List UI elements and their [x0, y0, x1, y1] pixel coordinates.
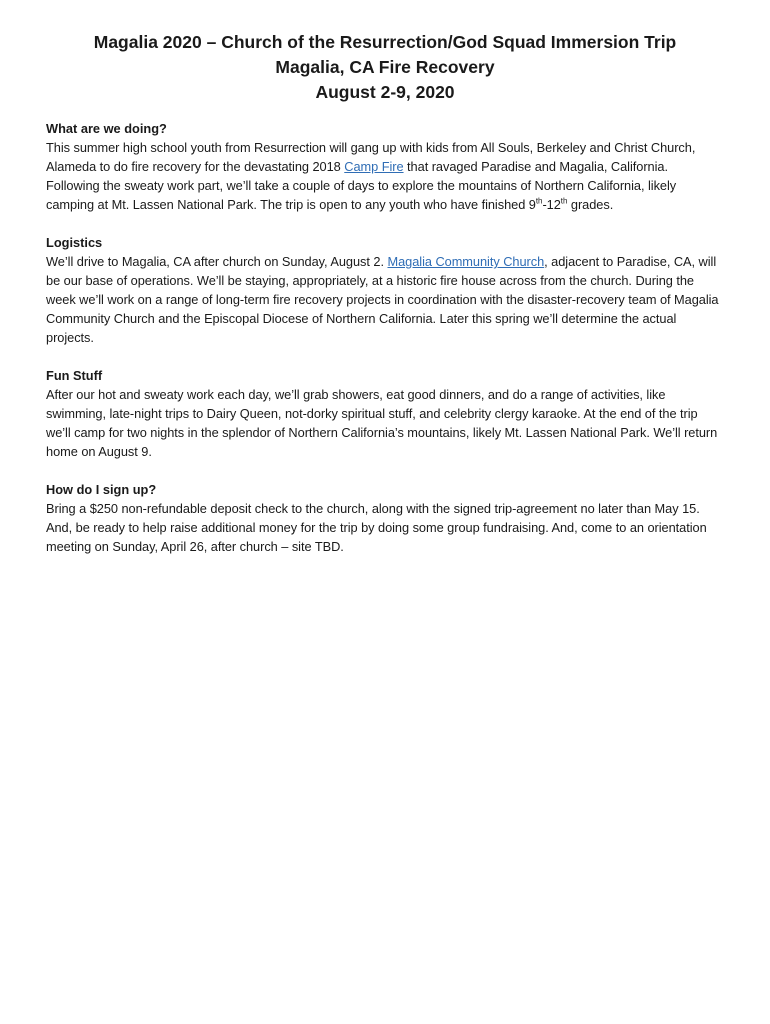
title-line-2: Magalia, CA Fire Recovery [275, 57, 495, 77]
document-title [46, 30, 724, 105]
section-heading-what: What are we doing? [46, 121, 167, 136]
section-body-fun: After our hot and sweaty work each day, we’ll grab showers, eat good dinners, and do a range of activities, like swimming, late-night trips to Dairy Queen, not-dorky spiritual stuff, and celebrity clergy karaoke. At the end of the trip we’ll camp for two nights in the splendor of Northern California’s mountains, likely Mt. Lassen National Park. We’ll return home on August 9. [46, 387, 718, 459]
text-logistics-b: , adjacent to Paradise, CA, will be our base of operations. We’ll be staying, appropriately, at a historic fire house across from the church. During the week we’ll work on a range of long-term fire recovery projects in coordination with the disaster-recovery team of Magalia Community Church and the Episcopal Diocese of Northern California. Later this spring we’ll determine the actual projects. [46, 254, 719, 345]
section-body-what [46, 138, 724, 214]
section-heading-fun: Fun Stuff [46, 368, 103, 383]
text-what-a: This summer high school youth from Resurrection will gang up with kids from All Souls, Berkeley and Christ Church, Alameda to do fire recovery for the devastating 2018 [46, 140, 696, 174]
text-what-c: -12 [542, 197, 561, 212]
superscript-th-2: th [560, 196, 568, 206]
text-logistics-a: We’ll drive to Magalia, CA after church on Sunday, August 2. [46, 254, 388, 269]
text-what-d: grades. [567, 197, 614, 212]
section-signup [46, 480, 724, 556]
superscript-th-1: th [535, 196, 543, 206]
magalia-community-church-link[interactable]: Magalia Community Church [387, 254, 545, 269]
title-line-3: August 2-9, 2020 [315, 82, 455, 102]
camp-fire-link[interactable]: Camp Fire [344, 159, 404, 174]
section-what [46, 119, 724, 214]
section-body-logistics [46, 252, 724, 347]
section-fun [46, 366, 724, 461]
text-what-b: that ravaged Paradise and Magalia, California. Following the sweaty work part, we’ll take a couple of days to explore the mountains of Northern California, likely camping at Mt. Lassen National Park. The trip is open to any youth who have finished 9 [46, 159, 677, 212]
section-body-signup: Bring a $250 non-refundable deposit check to the church, along with the signed trip-agreement no later than May 15. And, be ready to help raise additional money for the trip by doing some group fundraising. And, come to an orientation meeting on Sunday, April 26, after church – site TBD. [46, 501, 707, 554]
section-logistics [46, 233, 724, 347]
section-heading-signup: How do I sign up? [46, 482, 157, 497]
section-heading-logistics: Logistics [46, 235, 103, 250]
title-line-1: Magalia 2020 – Church of the Resurrection/God Squad Immersion Trip [93, 32, 677, 52]
